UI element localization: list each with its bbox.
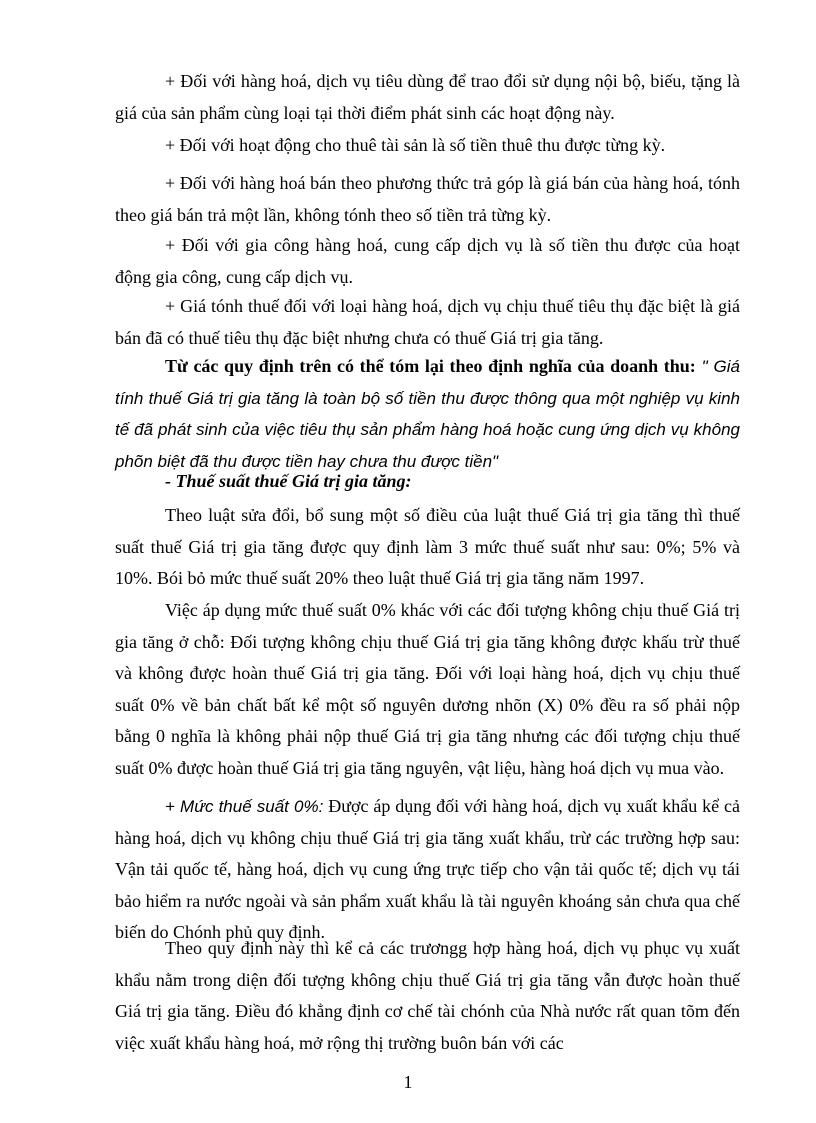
paragraph-zero-rate-scope [115,791,740,949]
paragraph-zero-rate-vs-exempt: Việc áp dụng mức thuế suất 0% khác với các đối tượng không chịu thuế Giá trị gia tăng ở chỗ: Đối tượng không chịu thuế Giá trị gia tăng không được khấu trừ thuế và không được hoàn thuế Giá trị gia tăng. Đối với loại hàng hoá, dịch vụ chịu thuế suất 0% về bản chất bất kể một số nguyên dương nhõn (X) 0% đều ra số phải nộp bằng 0 nghĩa là không phải nộp thuế Giá trị gia tăng nhưng các đối tượng chịu thuế suất 0% được hoàn thuế Giá trị gia tăng nguyên, vật liệu, hàng hoá dịch vụ mua vào. [115,600,740,778]
paragraph-export-refund: Theo quy định này thì kể cả các trươngg hợp hàng hoá, dịch vụ phục vụ xuất khẩu nằm trong diện đối tượng không chịu thuế Giá trị gia tăng vẫn được hoàn thuế Giá trị gia tăng. Điều đó khẳng định cơ chế tài chónh của Nhà nước rất quan tõm đến việc xuất khẩu hàng hoá, mở rộng thị trường buôn bán với các [115,938,740,1053]
paragraph-revenue-definition [115,351,740,477]
page-number: 1 [403,1072,413,1092]
revenue-definition-lead: Từ các quy định trên có thể tóm lại theo định nghĩa của doanh thu: [165,356,696,376]
zero-rate-description: Được áp dụng đối với hàng hoá, dịch vụ xuất khẩu kể cả hàng hoá, dịch vụ không chịu thuế Giá trị gia tăng xuất khẩu, trừ các trường hợp sau: Vận tải quốc tế, hàng hoá, dịch vụ cung ứng trực tiếp cho vận tải quốc tế; dịch vụ tái bảo hiểm ra nước ngoài và sản phẩm xuất khẩu là tài nguyên khoáng sản chưa qua chế biến do Chónh phủ quy định. [115,796,740,942]
revenue-definition-quote: " Giá tính thuế Giá trị gia tăng là toàn bộ số tiền thu được thông qua một nghiệp vụ kinh tế đã phát sinh của việc tiêu thụ sản phẩm hàng hoá hoặc cung ứng dịch vụ không phõn biệt đã thu được tiền hay chưa thu được tiền" [115,357,741,471]
paragraph-vat-rate-levels: Theo luật sửa đổi, bổ sung một số điều của luật thuế Giá trị gia tăng thì thuế suất thuế Giá trị gia tăng được quy định làm 3 mức thuế suất như sau: 0%; 5% và 10%. Bói bỏ mức thuế suất 20% theo luật thuế Giá trị gia tăng năm 1997. [115,505,740,588]
paragraph-asset-leasing: + Đối với hoạt động cho thuê tài sản là số tiền thuê thu được từng kỳ. [165,135,666,155]
section-heading-vat-rate: - Thuế suất thuế Giá trị gia tăng: [165,471,412,491]
paragraph-excise-goods: + Giá tónh thuế đối với loại hàng hoá, dịch vụ chịu thuế tiêu thụ đặc biệt là giá bán đã có thuế tiêu thụ đặc biệt nhưng chưa có thuế Giá trị gia tăng. [115,296,740,348]
paragraph-processing-services: + Đối với gia công hàng hoá, cung cấp dịch vụ là số tiền thu được của hoạt động gia công, cung cấp dịch vụ. [115,235,740,287]
paragraph-installment-sales: + Đối với hàng hoá bán theo phương thức trả góp là giá bán của hàng hoá, tónh theo giá bán trả một lần, không tónh theo số tiền trả từng kỳ. [115,173,740,225]
zero-rate-label: + Mức thuế suất 0%: [165,797,324,816]
paragraph-internal-use-goods: + Đối với hàng hoá, dịch vụ tiêu dùng để trao đổi sử dụng nội bộ, biếu, tặng là giá của sản phẩm cùng loại tại thời điểm phát sinh các hoạt động này. [115,71,740,123]
